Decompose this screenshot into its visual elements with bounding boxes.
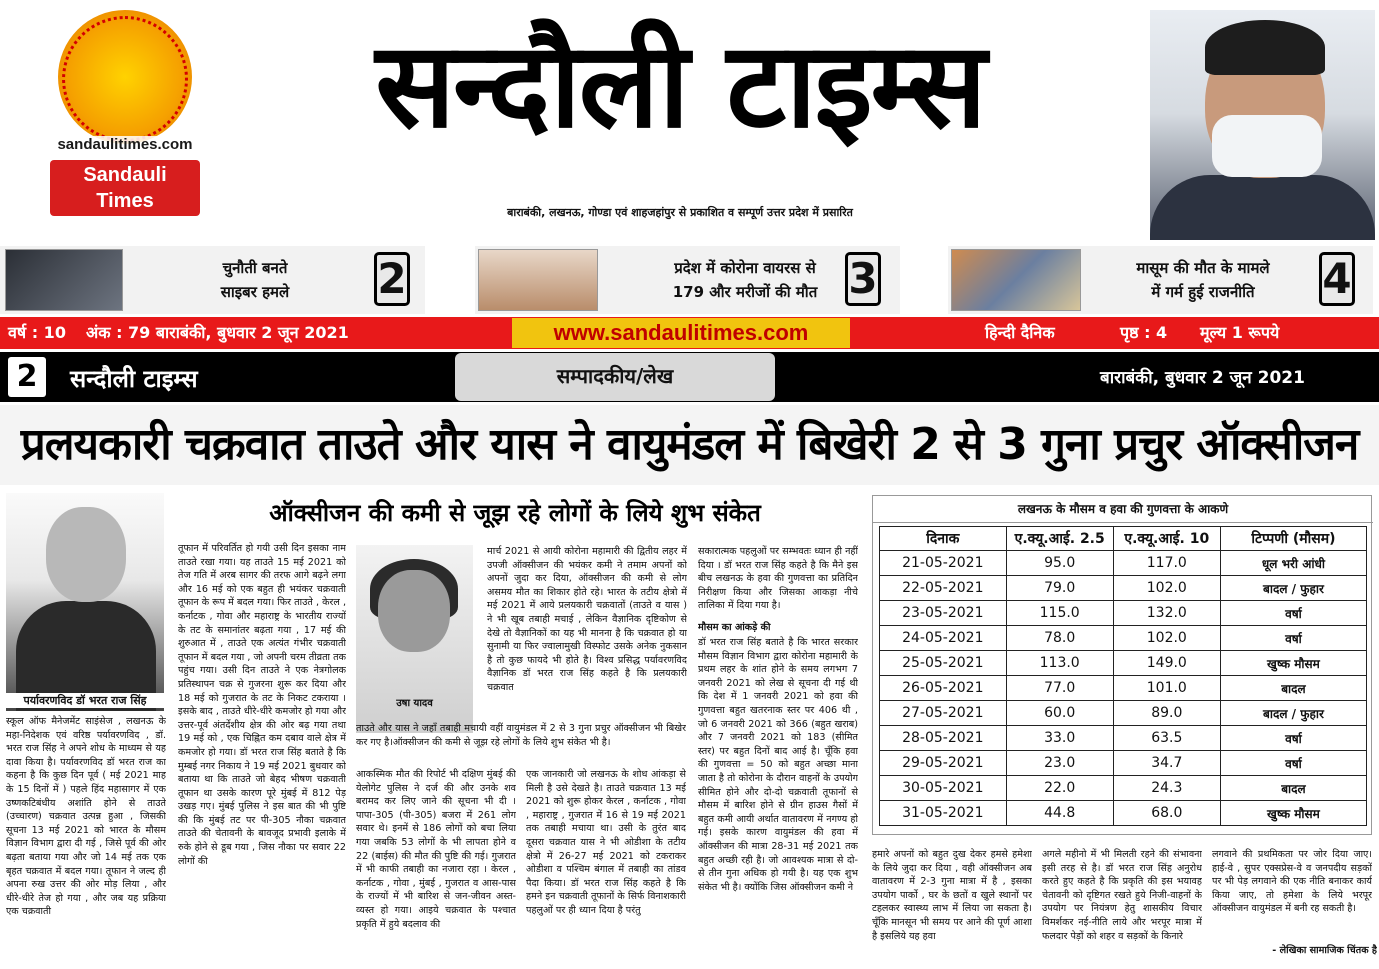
article-intro: मार्च 2021 से आयी कोरोना महामारी की द्वितीय लहर में उपजी ऑक्सीजन की भयंकर कमी ने तमाम अपनों को अपनों जुदा कर दिया, ऑक्सीजन की कमी से लोग असमय मौत का शिकार होते रहे। भारत के तटीय क्षेत्रो में मई 2021 में आये प्रलयकारी चक्रवातों (ताउते व यास ) ने भी खूब तबाही मचाई , लेकिन वैज्ञानिक दृष्टिकोण से देखे तो वैज्ञानिकों का यह भी मानना है कि चक्रवात हो या सुनामी या फिर ज्वालामुखी विस्फोट उसके अनेक नुकसान है तो कुछ फायदे भी होते है। विश्व प्रसिद्ध पर्यावरणविद वैज्ञानिक डॉ भरत राज सिंह कहते है कि प्रलयकारी चक्रवात [487, 546, 687, 693]
table-row [880, 726, 1367, 751]
cell-remark: वर्षा [1220, 751, 1366, 776]
cell-aqi-25: 113.0 [1006, 651, 1113, 676]
page-paper-name: सन्दौली टाइम्स [70, 365, 198, 393]
author-signature: - लेखिका सामाजिक चिंतक है [1272, 945, 1377, 956]
article-column-6: हमारे अपनों को बहुत दुख देकर हमसे हमेशा के लिये जुदा कर दिया , वही ऑक्सीजन अब वातावरण में 2-3 गुना मात्रा में है , इसका उपयोग पार्को , घर के छतों व खुले स्थानों पर टहलकर स्वास्थ्य लाभ में लिया जा सकता है। चूँकि मानसून भी समय पर आने की पूर्ण आशा है इसलिये यह हवा [872, 849, 1032, 942]
article-intro-end: ताउते और यास ने जहाँ तबाही मचायी वहीं वायुमंडल में 2 से 3 गुना प्रचुर ऑक्सीजन भी बिखेर कर गए है।ऑक्सीजन की कमी से जूझ रहे लोगों के लिये शुभ संकेत भी है। [356, 723, 686, 748]
article-column-8: लगवाने की प्रथमिकता पर जोर दिया जाए। हाई-वे , सुपर एक्सप्रेस-वे व जनपदीय सड़कों पर भी पेड़ लगवाने की एक नीति बनाकर कार्य किया जाए, तो हमेशा के लिये भरपूर ऑक्सीजन वायुमंडल में बनी रह सकती है। [1212, 849, 1372, 915]
cell-aqi-25: 22.0 [1006, 776, 1113, 801]
teaser-2-line1: प्रदेश में कोरोना वायरस से [674, 259, 816, 277]
cell-date: 31-05-2021 [880, 801, 1007, 826]
teaser-2-thumbnail [478, 249, 598, 311]
cell-date: 29-05-2021 [880, 751, 1007, 776]
cell-date: 25-05-2021 [880, 651, 1007, 676]
article-column-4: एक जानकारी जो लखनऊ के शोध आंकड़ा से मिली है उसे देखते है। ताउते चक्रवात 13 मई 2021 को शुरू होकर केरल , कर्नाटक , गोवा , महाराष्ट्र , गुजरात में 16 से 19 मई 2021 तक तबाही मचाया था। उसी के तुरंत बाद दूसरा चक्रवात यास ने भी ओडीशा के तटीय क्षेत्रो में 26-27 मई 2021 को टकराकर ओडीशा व पश्चिम बंगाल में तबाही का तांडव पैदा किया। डॉ भरत राज सिंह कहते है कि हमने इन चक्रवाती तूफानों के सिर्फ विनाशकारी पहलुओं पर ही ध्यान दिया है परंतु [526, 769, 686, 916]
cell-aqi-10: 132.0 [1113, 601, 1220, 626]
cell-remark: बादल [1220, 676, 1366, 701]
article-column-2: तूफान में परिवर्तित हो गयी उसी दिन इसका नाम ताउते रखा गया। यह ताउते 15 मई 2021 को तेज गति में अरब सागर की तरफ आगे बढ़ने लगा और 16 मई को एक बहुत ही भयंकर चक्रवाती तूफान के रूप में बदल गया। फिर ताउते , केरल , कर्नाटक , गोवा और महाराष्ट्र के भारतीय राज्यों के तट के समानांतर बढ़ता गया , 17 मई की शुरुआत में , ताउते एक अत्यंत गंभीर चक्रवाती तूफान में बदल गया , जो अपनी चरम तीव्रता तक पहुंच गया। उसी दिन ताउते ने एक नेत्रगोलक प्रतिस्थापन चक्र से गुजरना शुरू कर दिया और 18 मई को गुजरात के तट के निकट टकराया । इसके बाद , ताउते धीरे-धीरे कमजोर हो गया और उत्तर-पूर्व अंतर्देशीय क्षेत्र की ओर बढ़ गया तथा 19 मई को , एक चिह्नित कम दबाव वाले क्षेत्र में कमजोर हो गया। डॉ भरत राज सिंह बताते है कि मुम्बई नगर निकाय ने 19 मई 2021 बुधवार को बताया था कि ताउते जो बेहद भीषण चक्रवाती तूफान था उसके कारण पूरे मुंबई में 812 पेड़ उखड़ गए। मुंबई पुलिस ने इस बात की भी पुष्टि की कि मुंबई तट पर पी-305 नौका चक्रवात ताउते की चेतावनी के बावजूद प्रभावी इलाके में रुके होने से डूब गया , जिस नौका पर सवार 22 लोगों की [178, 543, 346, 867]
teaser-2[interactable] [475, 246, 900, 314]
article-column-7: अगले महीनो में भी मिलती रहने की संभावना इसी तरह से है। डॉ भरत राज सिंह अनुरोध करते हुए कहते है कि प्रकृति की इस भयावह चेतावनी को दृष्टिगत रखते हुये निजी-वाहनों के उपयोग पर नियंत्रण हेतु शासकीय विचार विमर्शकर नई-नीति लाये और भरपूर मात्रा में फलदार पेड़ों को शहर व सड़कों के किनारे [1042, 849, 1202, 942]
header-remark: टिप्पणी (मौसम) [1220, 527, 1366, 551]
weather-table-box [872, 495, 1372, 835]
cell-aqi-25: 95.0 [1006, 551, 1113, 576]
usha-photo-face [378, 570, 450, 652]
page-header-bar [0, 352, 1379, 402]
cell-aqi-10: 117.0 [1113, 551, 1220, 576]
cell-aqi-25: 33.0 [1006, 726, 1113, 751]
table-row [880, 776, 1367, 801]
cell-remark: वर्षा [1220, 626, 1366, 651]
issue-label: अंक : 79 बाराबंकी, बुधवार 2 जून 2021 [86, 323, 349, 342]
logo-name-line2: Times [96, 190, 154, 212]
cell-aqi-10: 149.0 [1113, 651, 1220, 676]
website-link[interactable]: www.sandaulitimes.com [512, 318, 850, 348]
cell-date: 22-05-2021 [880, 576, 1007, 601]
cell-date: 24-05-2021 [880, 626, 1007, 651]
table-row [880, 651, 1367, 676]
cell-aqi-10: 34.7 [1113, 751, 1220, 776]
cell-date: 26-05-2021 [880, 676, 1007, 701]
sun-rays-icon [62, 16, 188, 142]
article-column-5b: डॉ भरत राज सिंह बताते है कि भारत सरकार मौसम विज्ञान विभाग द्वारा कोरोना महामारी के प्रथम लहर के शांत होने के समय लगभग 7 जनवरी 2021 को लेख से सूचना दी गई थी कि देश में 1 जनवरी 2021 को हवा की गुणवत्ता बहुत खतरनाक स्तर पर 406 थी , जो 6 जनवरी 2021 को 366 (बहुत खराब) और 7 जनवरी 2021 को 183 (सीमित स्तर) पर बहुत दिनों बाद आई है। चूँकि हवा की गुणवत्ता = 50 को बहुत अच्छा माना जाता है तो कोरोना के दौरान वाहनों के उपयोग सीमित होने और दो-दो चक्रवाती तूफानों से मौसम में बारिश होने से ग्रीन हाउस गैसों में बहुत कमी आयी अर्थात वातावरण में नगण्य हो गई। इसके कारण वायुमंडल की हवा में ऑक्सीजन की मात्रा 28-31 मई 2021 तक बहुत अच्छी रही है। जो आवश्यक मात्रा से दो- से तीन गुना अधिक हो गयी है। यह एक शुभ संकेत भी है। क्योंकि जिस ऑक्सीजन कमी ने [698, 637, 858, 893]
cell-aqi-10: 102.0 [1113, 626, 1220, 651]
cell-remark: बादल / फुहार [1220, 576, 1366, 601]
cell-remark: खुष्क मौसम [1220, 651, 1366, 676]
masthead-title: सन्दौली टाइम्स [375, 16, 985, 154]
cell-remark: वर्षा [1220, 601, 1366, 626]
cell-aqi-10: 63.5 [1113, 726, 1220, 751]
cell-date: 21-05-2021 [880, 551, 1007, 576]
cell-date: 30-05-2021 [880, 776, 1007, 801]
photo-mask [1212, 115, 1322, 177]
teaser-3-line2: में गर्म हुई राजनीति [1151, 283, 1255, 301]
teaser-2-line2: 179 और मरीजों की मौत [672, 283, 818, 301]
weather-subheading: मौसम का आंकड़े की [698, 622, 771, 633]
teaser-3-thumbnail [951, 249, 1081, 311]
header-aqi-10: ए.क्यू.आई. 10 [1113, 527, 1220, 551]
logo-name-line1: Sandauli [83, 164, 167, 186]
cell-date: 28-05-2021 [880, 726, 1007, 751]
cell-remark: बादल / फुहार [1220, 701, 1366, 726]
article-column-1: स्कूल ऑफ मैनेजमेंट साइंसेज , लखनऊ के महा-निदेशक एवं वरिष्ठ पर्यावरणविद , डॉ. भरत राज सिंह ने अपने शोध के माध्यम से यह दावा किया है। पर्यावरणविद डॉ भरत राज का कहना है कि कुछ दिन पूर्व ( मई 2021 माह के 15 दिनों में ) पहले हिंद महासागर में एक उष्णकटिबंधीय अशांति होने से ताउते (उच्चारण) चक्रवात उत्पन्न हुआ , जिसकी सूचना 13 मई 2021 को भारत के मौसम विज्ञान विभाग द्वारा दी गई , जिसे पूर्व की ओर बढ़ता बताया गया और जो 14 मई तक एक बृहत चक्रवात में बदल गया। तूफान ने जल्द ही अपना रुख उत्तर की ओर मोड़ लिया , और धीरे-धीरे तेज हो गया , और जब यह प्रक्रिया एक चक्रवाती [6, 716, 166, 918]
cell-aqi-25: 77.0 [1006, 676, 1113, 701]
table-row [880, 626, 1367, 651]
cell-remark: वर्षा [1220, 726, 1366, 751]
teaser-1-line1: चुनौती बनते [222, 259, 288, 277]
article-column-5: सकारात्मक पहलुओं पर सम्भवतः ध्यान ही नहीं दिया । डॉ भरत राज सिंह कहते है कि मैने इस बीच लखनऊ के हवा की गुणवत्ता का प्रतिदिन निरीक्षण किया और जिसका आकड़ा नीचे तालिका में दिया गया है। [698, 546, 858, 612]
photo-hair [1205, 20, 1325, 75]
author-photo [6, 493, 164, 711]
photo-suit [1150, 175, 1375, 240]
teaser-3[interactable] [948, 246, 1373, 314]
table-row [880, 576, 1367, 601]
table-row [880, 701, 1367, 726]
section-label: सम्पादकीय/लेख [455, 353, 775, 401]
cell-aqi-25: 79.0 [1006, 576, 1113, 601]
table-row [880, 551, 1367, 576]
cell-aqi-25: 23.0 [1006, 751, 1113, 776]
page-date: बाराबंकी, बुधवार 2 जून 2021 [1100, 368, 1305, 388]
cell-aqi-25: 44.8 [1006, 801, 1113, 826]
table-row [880, 801, 1367, 826]
sandauli-times-logo [40, 10, 210, 210]
year-label: वर्ष : 10 [8, 323, 66, 342]
cell-aqi-10: 68.0 [1113, 801, 1220, 826]
cell-date: 27-05-2021 [880, 701, 1007, 726]
teaser-2-text [625, 256, 865, 304]
weather-table [879, 526, 1367, 826]
cell-aqi-10: 101.0 [1113, 676, 1220, 701]
cell-remark: बादल [1220, 776, 1366, 801]
teaser-3-text [1098, 256, 1308, 304]
logo-name [50, 160, 200, 216]
article-column-3: आकस्मिक मौत की रिपोर्ट भी दक्षिण मुंबई की येलोगेट पुलिस ने दर्ज की और उनके शव बरामद कर लिए जाने की सूचना भी दी । पापा-305 (पी-305) बजरा में 261 लोग सवार थे। इनमें से 186 लोगों को बचा लिया गया जबकि 53 लोगों के भी लापता होने व 22 (बाईस) की मौत की पुष्टि की गई। गुजरात में भी काफी तबाही का नजारा रहा । केरल , कर्नाटक , गोवा , मुंबई , गुजरात व आस-पास के राज्यों में भी बारिश से जन-जीवन अस्त-व्यस्त हो गया। आइये चक्रवात के पश्चात प्रकृति में हुये बदलाव की [356, 769, 516, 930]
header-date: दिनाक [880, 527, 1007, 551]
masthead-subline: बाराबंकी, लखनऊ, गोण्डा एवं शाहजहांपुर से प्रकाशित व सम्पूर्ण उत्तर प्रदेश में प्रसारित [507, 206, 853, 219]
logo-url: sandaulitimes.com [40, 136, 210, 153]
cell-aqi-10: 89.0 [1113, 701, 1220, 726]
author-photo-face [46, 507, 126, 602]
price-label: मूल्य 1 रूपये [1200, 323, 1280, 342]
header-aqi-25: ए.क्यू.आई. 2.5 [1006, 527, 1113, 551]
weather-table-title: लखनऊ के मौसम व हवा की गुणवत्ता के आकणे [873, 500, 1373, 523]
usha-caption: उषा यादव [396, 698, 433, 709]
cell-aqi-25: 115.0 [1006, 601, 1113, 626]
teaser-1-line2: साइबर हमले [220, 283, 290, 301]
table-row [880, 601, 1367, 626]
author-caption: पर्यावरणविद डॉ भरत राज सिंह [6, 693, 164, 708]
teaser-1-page-number: 2 [374, 252, 410, 306]
table-row [880, 751, 1367, 776]
cell-aqi-25: 78.0 [1006, 626, 1113, 651]
table-row [880, 676, 1367, 701]
teaser-1[interactable] [0, 246, 425, 314]
sub-headline: ऑक्सीजन की कमी से जूझ रहे लोगों के लिये शुभ संकेत [269, 499, 761, 527]
teaser-3-line1: मासूम की मौत के मामले [1136, 259, 1270, 277]
cell-aqi-25: 60.0 [1006, 701, 1113, 726]
page-count: पृष्ठ : 4 [1120, 323, 1168, 342]
page-number: 2 [8, 357, 46, 397]
cell-aqi-10: 24.3 [1113, 776, 1220, 801]
teaser-3-page-number: 4 [1319, 252, 1355, 306]
main-headline: प्रलयकारी चक्रवात ताउते और यास ने वायुमंडल में बिखेरी 2 से 3 गुना प्रचुर ऑक्सीजन [0, 405, 1379, 485]
cell-date: 23-05-2021 [880, 601, 1007, 626]
masthead-photo [1150, 10, 1375, 240]
teaser-1-text [160, 256, 350, 304]
usha-photo [356, 545, 473, 733]
info-bar [0, 317, 1379, 349]
teaser-2-page-number: 3 [845, 252, 881, 306]
teaser-1-thumbnail [5, 249, 123, 311]
table-header-row [880, 527, 1367, 551]
cell-remark: धूल भरी आंधी [1220, 551, 1366, 576]
cell-remark: खुष्क मौसम [1220, 801, 1366, 826]
paper-type: हिन्दी दैनिक [985, 323, 1055, 342]
cell-aqi-10: 102.0 [1113, 576, 1220, 601]
